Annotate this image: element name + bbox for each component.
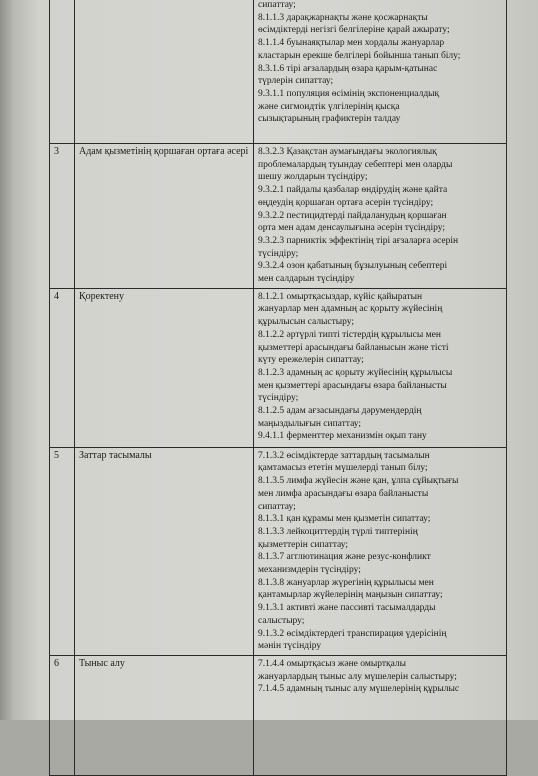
row-number: 5 — [50, 447, 75, 655]
section-title: Адам қызметінің қоршаған ортаға әсері — [75, 144, 254, 289]
objective-line: проблемалардың туындау себептері мен оларды — [258, 159, 453, 170]
learning-objectives — [254, 288, 507, 447]
table-row — [50, 288, 507, 447]
objective-line: 8.1.1.4 буынаяқтылар мен хордалы жануарлар — [258, 38, 445, 49]
section-title — [75, 0, 254, 144]
objective-line: мәнін түсіндіру — [258, 641, 322, 652]
objective-line: қамтамасыз ететін мүшелерді танып білу; — [258, 463, 428, 474]
curriculum-table — [49, 0, 507, 776]
objective-line: 9.3.2.4 озон қабатының бұзылуының себептері — [258, 261, 448, 272]
objective-line: 8.3.1.6 тірі ағзалардың өзара қарым-қатынас — [258, 63, 438, 74]
objective-line: 9.1.3.2 өсімдіктердегі транспирация үдерісінің — [258, 628, 447, 639]
learning-objectives — [254, 655, 507, 775]
table-body — [50, 0, 507, 775]
row-number — [50, 0, 75, 144]
objective-line: 7.1.4.5 адамның тыныс алу мүшелерінің құрылыс — [258, 684, 460, 695]
objective-line: өсімдіктерді негізгі белгілеріне қарай ажырату; — [258, 25, 450, 36]
objective-line: сызықтарының графиктерін талдау — [258, 114, 401, 125]
objective-line: жануарлар мен адамның ас қорыту жүйесінің — [258, 304, 443, 315]
objective-line: қызметтерін сипаттау; — [258, 539, 348, 550]
objective-line: 9.1.3.1 активті және пассивті тасымалдарды — [258, 603, 436, 614]
objective-line: мен қызметтері арасындағы өзара байланысты — [258, 380, 447, 391]
objective-line: 8.1.2.5 адам ағзасындағы дәрумендердің — [258, 406, 422, 417]
objective-line: 9.4.1.1 ферменттер механизмін оқып тану — [258, 431, 427, 442]
objective-line: мен лимфа арасындағы өзара байланысты — [258, 488, 429, 499]
row-number: 3 — [50, 144, 75, 289]
section-title: Тыныс алу — [75, 655, 254, 775]
objective-line: 9.3.2.3 парниктік эффектінің тірі ағзаларға әсерін — [258, 235, 459, 246]
objective-line: 9.3.2.1 пайдалы қазбалар өндірудің және қайта — [258, 185, 448, 196]
objective-line: орта мен адам денсаулығына әсерін түсіндіру; — [258, 223, 446, 234]
objective-line: түсіндіру; — [258, 393, 299, 404]
objective-line: шешу жолдарын түсіндіру; — [258, 172, 368, 183]
section-title: Заттар тасымалы — [75, 447, 254, 655]
objective-line: 7.1.3.2 өсімдіктерде заттардың тасымалын — [258, 450, 430, 461]
table-row — [50, 655, 507, 775]
objective-line: 9.3.1.1 популяция өсімінің экспоненциалдық — [258, 88, 440, 99]
objective-line: және сигмоидтік үлгілерінің қысқа — [258, 101, 400, 112]
objective-line: салыстыру; — [258, 615, 305, 626]
objective-line: сипаттау; — [258, 0, 296, 10]
objective-line: қызметтері арасындағы байланысын және тісті — [258, 342, 449, 353]
objective-line: қантамырлар жүйелерінің маңызын сипаттау; — [258, 590, 443, 601]
objective-line: өңдеудің қоршаған ортаға әсерін түсіндіру; — [258, 197, 434, 208]
objective-line: түрлерін сипаттау; — [258, 76, 334, 87]
objective-line: 8.3.2.3 Қазақстан аумағындағы экологиялық — [258, 147, 437, 157]
section-title: Қоректену — [75, 288, 254, 447]
objective-line: күту ережелерін сипаттау; — [258, 355, 364, 366]
objective-line: 8.1.3.3 лейкоциттердің түрлі типтерінің — [258, 526, 418, 537]
learning-objectives — [254, 144, 507, 289]
objective-line: құрылысын салыстыру; — [258, 317, 355, 328]
objective-line: сипаттау; — [258, 501, 296, 512]
objective-line: кластарын ерекше белгілері бойынша танып білу; — [258, 50, 461, 61]
row-number: 6 — [50, 655, 75, 775]
row-number: 4 — [50, 288, 75, 447]
objective-line: 9.3.2.2 пестицидтерді пайдаланудың қоршаған — [258, 210, 447, 221]
objective-line: 8.1.1.3 дарақжарнақты және қосжарнақты — [258, 12, 428, 23]
learning-objectives — [254, 0, 507, 144]
objective-line: 8.1.3.7 агглютинация және резус-конфликт — [258, 552, 431, 563]
table-row — [50, 0, 507, 144]
objective-line: маңыздылығын сипаттау; — [258, 418, 362, 429]
objective-line: 8.1.2.1 омыртқасыздар, күйіс қайыратын — [258, 291, 423, 302]
objective-line: түсіндіру; — [258, 248, 299, 259]
objective-line: механизмдерін түсіндіру; — [258, 565, 361, 576]
table-row — [50, 144, 507, 289]
objective-line: 8.1.2.2 әртүрлі типті тістердің құрылысы мен — [258, 329, 441, 340]
objective-line: 7.1.4.4 омыртқасыз және омыртқалы — [258, 658, 407, 669]
objective-line: 8.1.3.1 қан құрамы мен қызметін сипаттау; — [258, 514, 431, 525]
objective-line: жануарлардың тыныс алу мүшелерін салыстыру; — [258, 671, 457, 682]
objective-line: мен салдарын түсіндіру — [258, 274, 355, 285]
objective-line: 8.1.3.8 жануарлар жүрегінің құрылысы мен — [258, 577, 434, 588]
table-row — [50, 447, 507, 655]
objective-line: 8.1.2.3 адамның ас қорыту жүйесінің құрылысы — [258, 367, 453, 378]
learning-objectives — [254, 447, 507, 655]
objective-line: 8.1.3.5 лимфа жүйесін және қан, ұлпа сұйықтығы — [258, 476, 459, 487]
